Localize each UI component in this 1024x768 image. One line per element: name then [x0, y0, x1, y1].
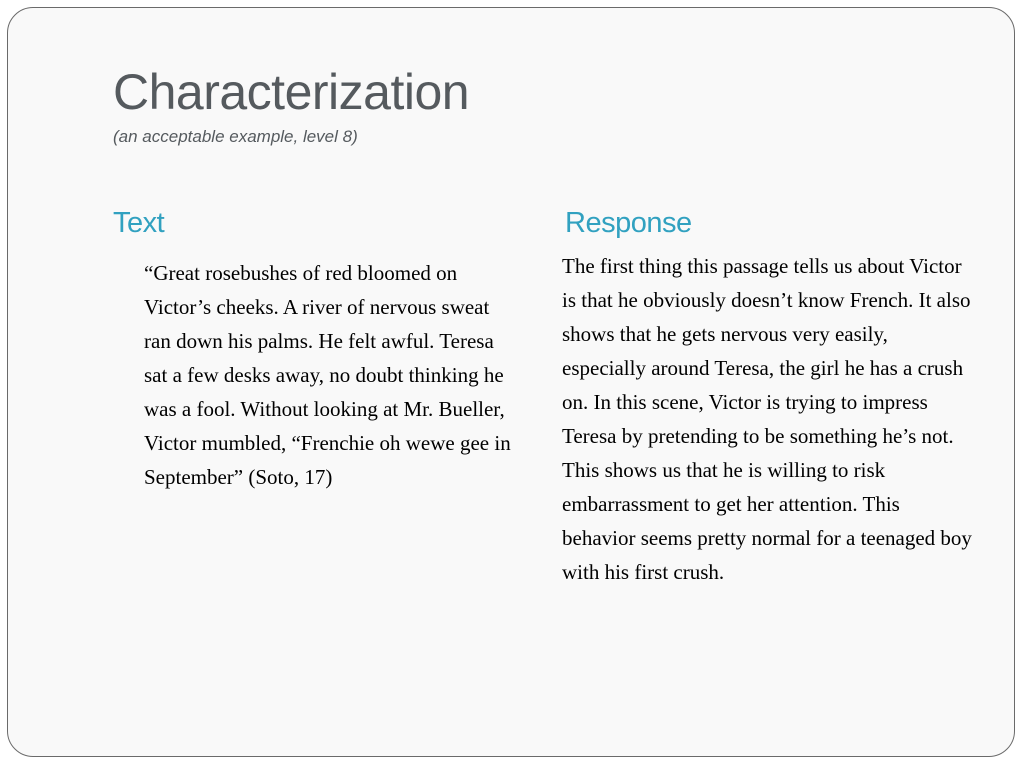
response-column-body: The first thing this passage tells us about Victor is that he obviously doesn’t know French. It also shows that he gets nervous very easily, especially around Teresa, the girl he has a crush on. In this scene, Victor is trying to impress Teresa by pretending to be something he’s not. This shows us that he is willing to risk embarrassment to get her attention. This behavior seems pretty normal for a teenaged boy with his first crush.	[562, 254, 972, 584]
text-column-body: “Great rosebushes of red bloomed on Victor’s cheeks. A river of nervous sweat ran down his palms. He felt awful. Teresa sat a few desks away, no doubt thinking he was a fool. Without looking at Mr. Bueller, Victor mumbled, “Frenchie oh wewe gee in September” (Soto, 17)	[144, 261, 511, 489]
response-column-heading: Response	[565, 207, 692, 239]
slide-subtitle: (an acceptable example, level 8)	[113, 127, 358, 146]
slide-title: Characterization	[113, 64, 470, 120]
text-column-heading: Text	[113, 207, 165, 239]
